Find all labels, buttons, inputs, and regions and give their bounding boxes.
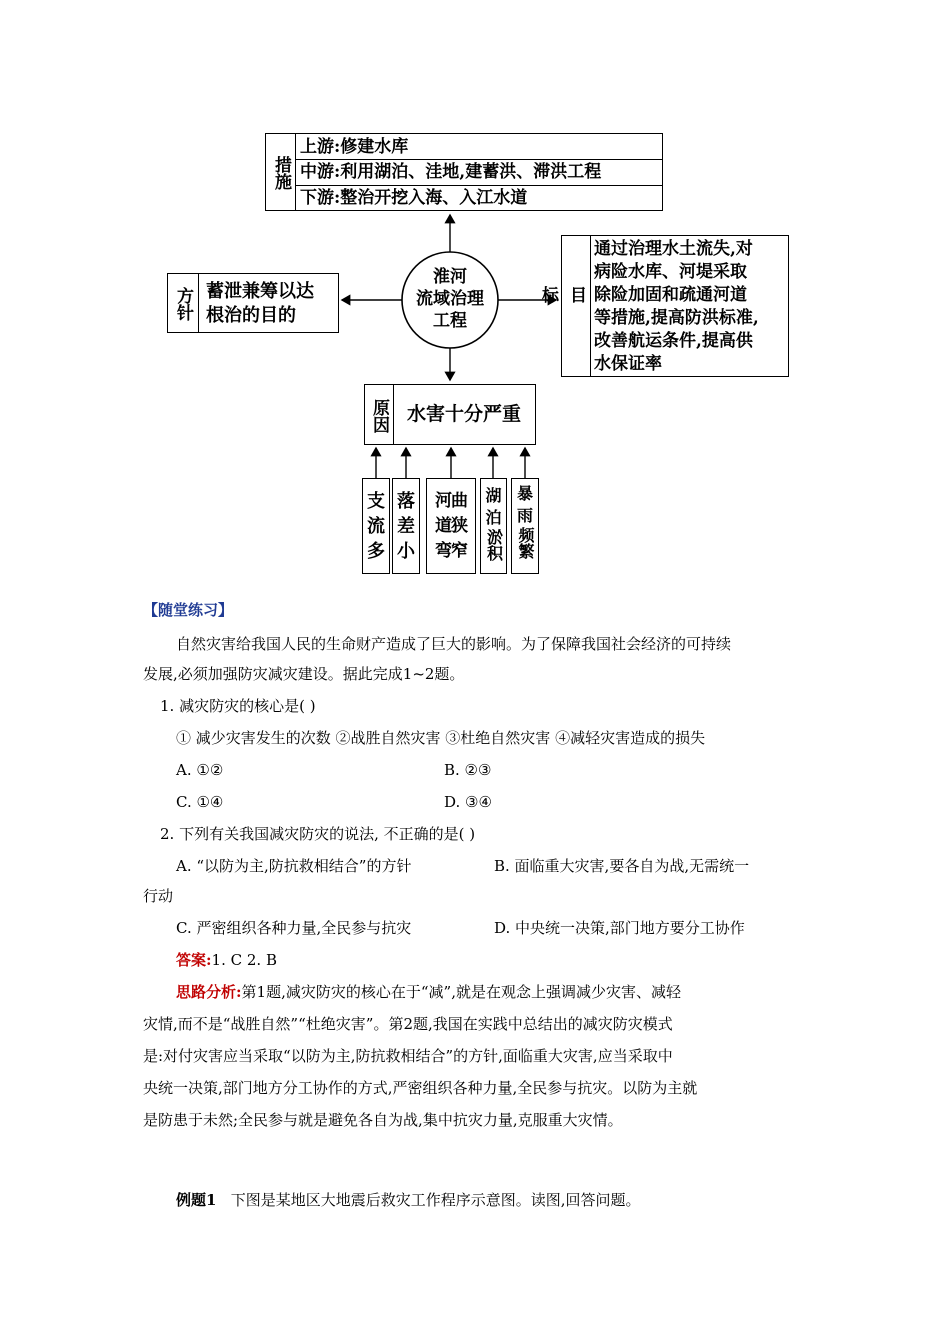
- goal-box: [538, 235, 789, 377]
- answer-label: 答案:: [176, 951, 212, 969]
- q2-option-b: B. 面临重大灾害,要各自为战,无需统一: [494, 857, 750, 875]
- q1-stem: 1. 减灾防灾的核心是( ): [160, 697, 316, 715]
- q2-option-b-cont: 行动: [143, 887, 174, 905]
- q1-option-b: B. ②③: [444, 761, 492, 779]
- factor-4-line-2: 泊: [485, 508, 502, 527]
- policy-text-line-2: 根治的目的: [206, 305, 296, 326]
- q2-option-a: A. “以防为主,防抗救相结合”的方针: [176, 857, 412, 875]
- factor-3-line-2: 道狭: [435, 516, 467, 536]
- analysis-line-4: 央统一决策,部门地方分工协作的方式,严密组织各种力量,全民参与抗灾。以防为主就: [143, 1079, 698, 1097]
- analysis-text-1: 第1题,减灾防灾的核心在于“减”,就是在观念上强调减少灾害、减轻: [241, 983, 681, 1001]
- measures-upstream: 上游:修建水库: [300, 137, 409, 157]
- factor-box-3: [426, 478, 476, 574]
- factor-1-line-3: 多: [367, 541, 385, 562]
- analysis-line-3: 是:对付灾害应当采取“以防为主,防抗救相结合”的方针,面临重大灾害,应当采取中: [143, 1047, 673, 1065]
- example-text: 下图是某地区大地震后救灾工作程序示意图。读图,回答问题。: [230, 1191, 641, 1209]
- goal-text: [594, 238, 759, 376]
- analysis-label: 思路分析:: [176, 983, 242, 1001]
- answer-text: 1. C 2. B: [211, 951, 277, 969]
- policy-box: [167, 273, 339, 333]
- center-title: [402, 266, 498, 332]
- policy-text-line-1: 蓄泄兼筹以达: [206, 281, 314, 302]
- factor-box-5: [511, 478, 539, 574]
- factor-1-line-2: 流: [367, 516, 385, 537]
- q2-stem: 2. 下列有关我国减灾防灾的说法, 不正确的是( ): [160, 825, 476, 843]
- factor-2-line-2: 差: [397, 516, 415, 537]
- factor-box-4: [480, 478, 507, 574]
- q2-option-c: C. 严密组织各种力量,全民参与抗灾: [176, 919, 412, 937]
- answer-line: [176, 950, 277, 970]
- goal-line-1: 通过治理水土流失,对: [594, 239, 753, 259]
- factor-4-line-3: 淤积: [484, 529, 504, 561]
- factor-4-line-1: 湖: [485, 486, 502, 505]
- analysis-line-5: 是防患于未然;全民参与就是避免各自为战,集中抗灾力量,克服重大灾情。: [143, 1111, 623, 1129]
- factor-2-line-1: 落: [397, 491, 415, 512]
- measures-downstream: 下游:整治开挖入海、入江水道: [300, 188, 528, 208]
- factor-box-1: [362, 478, 390, 574]
- analysis-line-1: [176, 982, 681, 1002]
- goal-line-6: 水保证率: [594, 354, 662, 374]
- center-line-3: 工程: [433, 311, 467, 331]
- q1-option-d: D. ③④: [444, 793, 492, 811]
- goal-line-4: 等措施,提高防洪标准,: [594, 308, 759, 328]
- practice-heading: 【随堂练习】: [143, 601, 234, 619]
- factor-3-line-3: 弯窄: [435, 541, 467, 561]
- measures-label: 措施: [271, 156, 291, 190]
- factor-5-line-1: 暴: [516, 484, 533, 503]
- example-line: [176, 1190, 641, 1210]
- q1-option-a: A. ①②: [176, 761, 224, 779]
- q1-option-c: C. ①④: [176, 793, 224, 811]
- factor-5-line-2: 雨: [516, 506, 533, 525]
- policy-label: 方针: [173, 287, 193, 321]
- goal-line-2: 病险水库、河堤采取: [594, 262, 747, 282]
- example-label: 例题1: [176, 1191, 217, 1209]
- cause-text: 水害十分严重: [406, 403, 521, 425]
- factor-3-line-1: 河曲: [435, 491, 467, 511]
- center-line-1: 淮河: [433, 267, 467, 287]
- goal-label: 目标: [538, 285, 586, 327]
- factor-2-line-3: 小: [397, 541, 415, 562]
- goal-line-5: 改善航运条件,提高供: [594, 331, 753, 351]
- center-line-2: 流域治理: [416, 289, 484, 309]
- practice-intro-1: 自然灾害给我国人民的生命财产造成了巨大的影响。为了保障我国社会经济的可持续: [176, 635, 732, 653]
- measures-box: [265, 133, 663, 211]
- measures-midstream: 中游:利用湖泊、洼地,建蓄洪、滞洪工程: [300, 162, 602, 182]
- goal-line-3: 除险加固和疏通河道: [594, 285, 747, 305]
- cause-label: 原因: [369, 399, 389, 433]
- analysis-line-2: 灾情,而不是“战胜自然”“杜绝灾害”。第2题,我国在实践中总结出的减灾防灾模式: [143, 1015, 673, 1033]
- factor-1-line-1: 支: [367, 491, 385, 512]
- factor-5-line-3: 频繁: [516, 527, 535, 559]
- q2-option-d: D. 中央统一决策,部门地方要分工协作: [494, 919, 745, 937]
- factor-box-2: [392, 478, 420, 574]
- practice-intro-2: 发展,必须加强防灾减灾建设。据此完成1~2题。: [143, 665, 465, 683]
- cause-box: [364, 384, 536, 445]
- q1-items: ① 减少灾害发生的次数 ②战胜自然灾害 ③杜绝自然灾害 ④减轻灾害造成的损失: [176, 729, 706, 747]
